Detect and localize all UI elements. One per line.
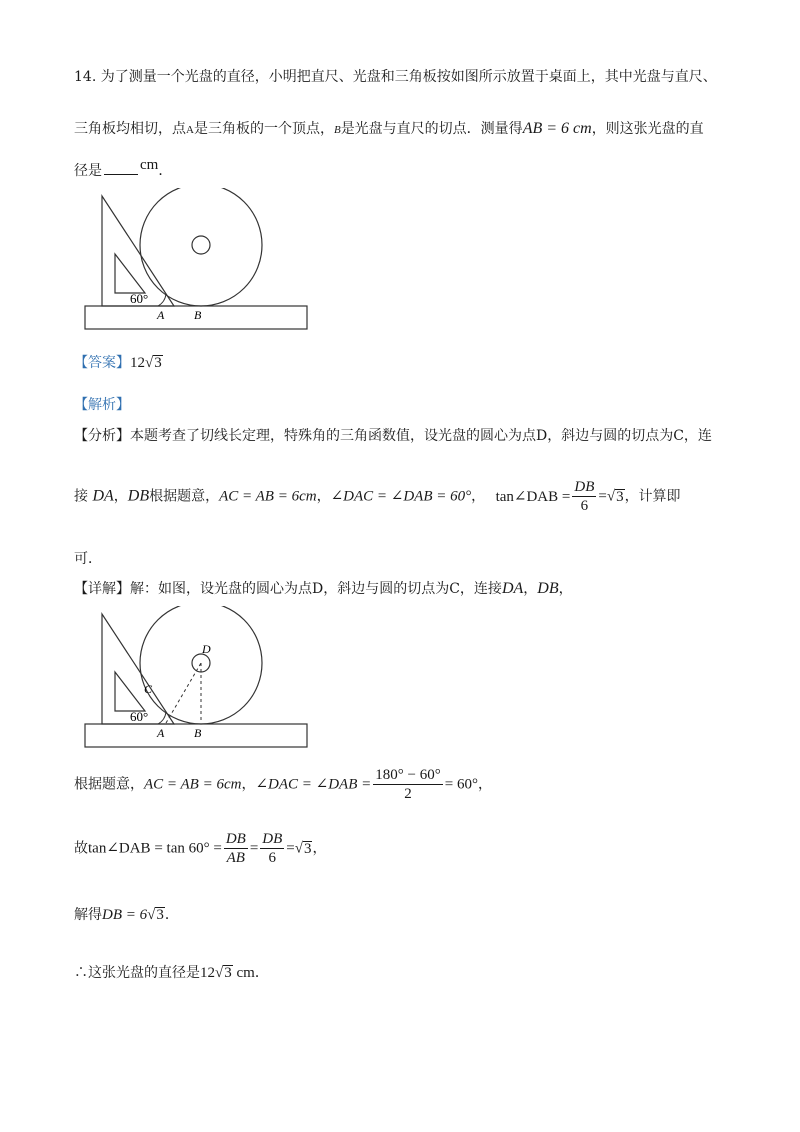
fraction-db-6 xyxy=(260,830,284,867)
detail-line-1 xyxy=(74,578,573,598)
equation-ac-ab: AC = AB = 6cm xyxy=(219,488,317,505)
label-d: D xyxy=(202,642,211,656)
fraction-denominator: 6 xyxy=(268,850,277,866)
question-text: 是三角板的一个顶点， xyxy=(193,121,334,137)
angle-label: 60° xyxy=(130,709,149,724)
question-text: 径是 xyxy=(74,163,102,179)
analysis-line-3: 可． xyxy=(74,551,102,567)
label-a: A xyxy=(157,308,165,322)
sqrt-radicand: 3 xyxy=(156,907,164,923)
triangle-board-outer xyxy=(102,196,174,306)
analysis-text: ， xyxy=(316,488,331,505)
segment-da: DA xyxy=(501,580,524,597)
analysis-text: 本题考查了切线长定理，特殊角的三角函数值，设光盘的圆心为点D，斜边与圆的切点为C，连 xyxy=(130,428,712,444)
triangle-board-outer xyxy=(102,614,174,724)
analysis-subtag: 【分析】 xyxy=(74,428,130,444)
tan-expression: tan∠DAB = xyxy=(495,488,571,505)
question-text: 14. 为了测量一个光盘的直径，小明把直尺、光盘和三角板按如图所示放置于桌面上，其中光盘与直尺、 xyxy=(74,69,717,85)
angle-result: = 60° xyxy=(444,776,478,793)
fraction-numerator: DB xyxy=(574,479,595,495)
question-text: ，则这张光盘的直 xyxy=(591,121,704,137)
angle-arc xyxy=(158,294,166,306)
detail-step-1 xyxy=(74,766,492,803)
detail-text: 解：如图，设光盘的圆心为点D，斜边与圆的切点为C，连接 xyxy=(130,581,502,597)
detail-text: ， xyxy=(523,581,538,597)
sqrt-radicand: 3 xyxy=(224,965,232,981)
analysis-text: 接 xyxy=(74,488,88,505)
answer-int: 12 xyxy=(130,355,145,371)
fraction-numerator: 180° − 60° xyxy=(375,767,441,783)
analysis-text: ， xyxy=(113,488,128,505)
analysis-text: ， xyxy=(471,488,486,505)
detail-text: 根据题意， xyxy=(74,776,144,793)
analysis-line-1 xyxy=(74,425,712,445)
db-equation: DB = 6 xyxy=(102,907,148,923)
detail-text: ． xyxy=(254,965,269,981)
sqrt-icon: √ xyxy=(147,907,156,923)
disc-hole xyxy=(192,236,210,254)
fraction-numerator: DB xyxy=(262,831,283,847)
analysis-text: ，计算即 xyxy=(624,488,681,505)
fraction-numerator: DB xyxy=(225,831,246,847)
point-b-label: B xyxy=(333,124,341,136)
detail-text: ． xyxy=(164,907,179,923)
fraction-angle xyxy=(373,766,442,803)
sqrt-radicand: 3 xyxy=(303,840,312,857)
detail-text: ， xyxy=(477,776,492,793)
question-text: 三角板均相切，点 xyxy=(74,121,186,137)
fraction-denominator: 6 xyxy=(580,498,589,514)
label-a: A xyxy=(157,726,165,740)
detail-text: ， xyxy=(241,776,256,793)
detail-text: 解得 xyxy=(74,907,102,923)
question-line-2 xyxy=(74,118,704,138)
result-int: 12 xyxy=(200,965,215,981)
equals-sign: = xyxy=(598,488,607,505)
analysis-tag: 【解析】 xyxy=(74,397,130,413)
detail-step-4 xyxy=(74,962,269,982)
question-text: ． xyxy=(158,163,173,179)
detail-tag: 【详解】 xyxy=(74,581,130,597)
answer-root: 3 xyxy=(154,355,162,371)
triangle-board-inner xyxy=(115,672,145,711)
sqrt-icon: √ xyxy=(606,488,616,505)
detail-text: ∴这张光盘的直径是 xyxy=(74,965,200,981)
detail-text: 故 xyxy=(74,840,88,857)
equals-sign: = xyxy=(249,840,259,857)
sqrt-icon: √ xyxy=(294,840,303,857)
detail-text: ， xyxy=(312,840,327,857)
dashed-line-da xyxy=(166,663,201,723)
label-b: B xyxy=(194,726,202,740)
equation-ac-ab: AC = AB = 6cm xyxy=(144,776,242,793)
analysis-text: 根据题意， xyxy=(149,488,220,505)
sqrt-icon: √ xyxy=(215,965,224,981)
sqrt-icon: √ xyxy=(145,355,154,371)
angle-arc xyxy=(158,712,166,724)
segment-db: DB xyxy=(127,487,150,505)
measurement-equation: AB = 6 cm xyxy=(522,120,592,137)
fraction-db-ab xyxy=(224,830,248,867)
answer-tag: 【答案】 xyxy=(74,355,130,371)
triangle-board-inner xyxy=(115,254,145,293)
equals-sign: = xyxy=(286,840,295,857)
angle-label: 60° xyxy=(130,291,149,306)
fraction-denominator: 2 xyxy=(404,786,412,802)
point-a-label: A xyxy=(186,124,194,136)
unit-label: cm xyxy=(140,157,159,173)
fraction-denominator: AB xyxy=(226,850,245,866)
question-line-3 xyxy=(74,157,173,180)
detail-text: ， xyxy=(558,581,573,597)
answer-blank xyxy=(104,162,138,175)
sqrt-radicand: 3 xyxy=(616,488,624,505)
segment-db: DB xyxy=(537,580,559,597)
angle-equation: ∠DAC = ∠DAB = xyxy=(255,776,372,793)
label-c: C xyxy=(144,682,153,696)
answer-line xyxy=(74,352,163,372)
analysis-line-2 xyxy=(74,478,681,515)
unit-label: cm xyxy=(232,965,255,981)
disc-circle xyxy=(140,188,262,306)
detail-step-3 xyxy=(74,904,179,924)
fraction-db-6 xyxy=(572,478,596,515)
equation-angles: ∠DAC = ∠DAB = 60° xyxy=(330,488,472,505)
figure-2-diagram xyxy=(80,606,312,752)
tan-expression: tan∠DAB = tan 60° = xyxy=(88,840,222,857)
label-b: B xyxy=(194,308,202,322)
question-text: 是光盘与直尺的切点．测量得 xyxy=(340,121,523,137)
detail-step-2 xyxy=(74,830,326,867)
question-line-1 xyxy=(74,66,717,86)
figure-1-diagram xyxy=(80,188,312,334)
segment-da: DA xyxy=(92,487,114,505)
